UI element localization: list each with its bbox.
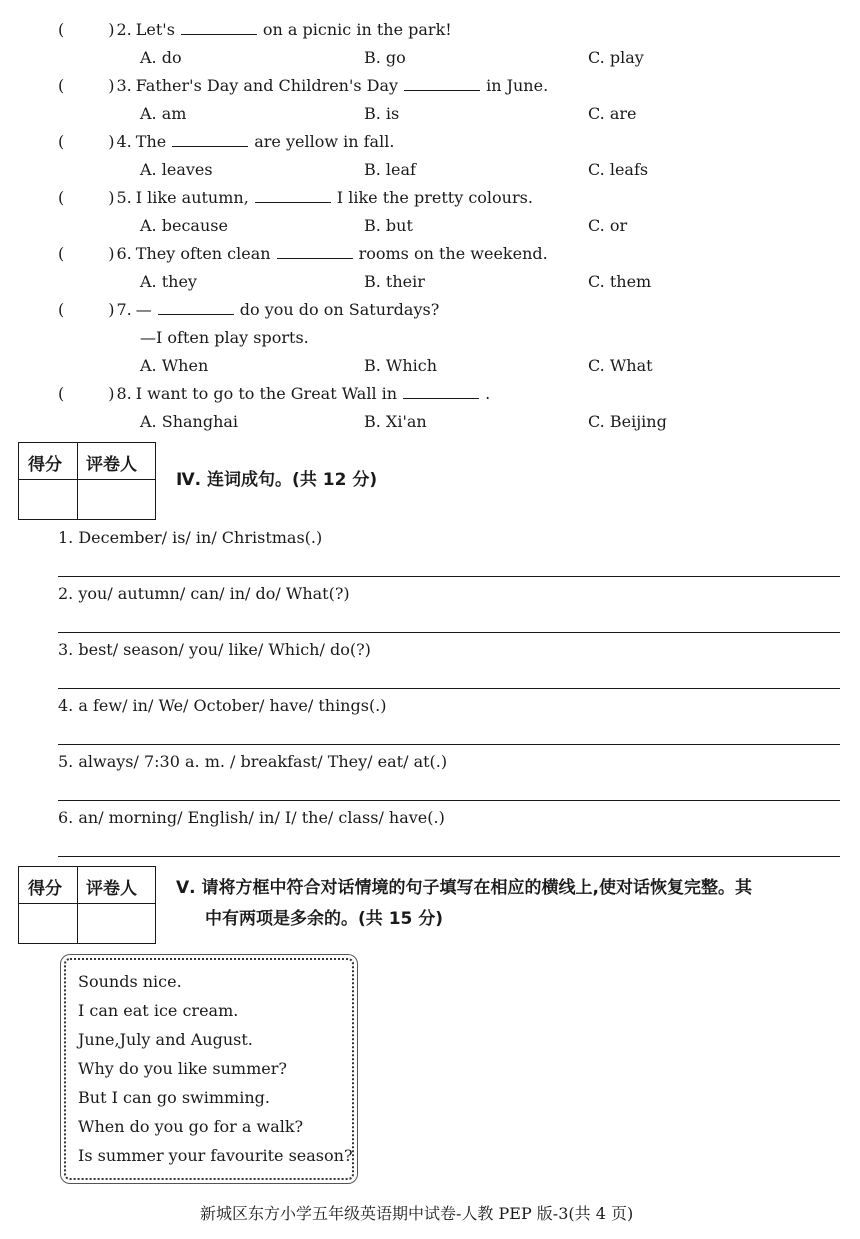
fill-blank[interactable] (403, 384, 479, 399)
answer-paren-close: ) (108, 132, 115, 151)
reorder-sentence-5: 5. always/ 7:30 a. m. / breakfast/ They/ eat/ at(.) (58, 752, 448, 771)
answer-paren-open: ( (58, 244, 65, 263)
option-a[interactable]: A. am (140, 104, 187, 123)
grader-label: 评卷人 (86, 455, 137, 475)
answer-line[interactable] (58, 688, 840, 689)
reorder-sentence-2: 2. you/ autumn/ can/ in/ do/ What(?) (58, 584, 350, 603)
section5-title-line1: Ⅴ. 请将方框中符合对话情境的句子填写在相应的横线上,使对话恢复完整。其 (176, 878, 752, 898)
question-number: 7. (116, 300, 132, 319)
fill-blank[interactable] (172, 132, 248, 147)
answer-paren-close: ) (108, 244, 115, 263)
question-post: in June. (486, 76, 549, 95)
option-b[interactable]: B. is (364, 104, 400, 123)
score-label: 得分 (28, 455, 62, 475)
answer-line[interactable] (58, 632, 840, 633)
answer-paren-open: ( (58, 188, 65, 207)
reorder-sentence-1: 1. December/ is/ in/ Christmas(.) (58, 528, 323, 547)
option-a[interactable]: A. do (140, 48, 182, 67)
answer-line[interactable] (58, 800, 840, 801)
question-7 (58, 300, 439, 320)
fill-blank[interactable] (158, 300, 234, 315)
score-box-section5 (18, 866, 156, 944)
question-pre: Father's Day and Children's Day (135, 76, 399, 95)
question-pre: Let's (135, 20, 175, 39)
option-b[interactable]: B. Which (364, 356, 438, 375)
question-answer-line: —I often play sports. (140, 328, 309, 347)
option-c[interactable]: C. or (588, 216, 628, 235)
fill-blank[interactable] (181, 20, 257, 35)
answer-paren-open: ( (58, 300, 65, 319)
score-label: 得分 (28, 879, 62, 899)
question-number: 5. (116, 188, 132, 207)
question-number: 8. (116, 384, 132, 403)
page-footer: 新城区东方小学五年级英语期中试卷-人教 PEP 版-3(共 4 页) (200, 1204, 634, 1223)
question-post: I like the pretty colours. (336, 188, 533, 207)
option-b[interactable]: B. Xi'an (364, 412, 427, 431)
option-b[interactable]: B. their (364, 272, 425, 291)
option-c[interactable]: C. are (588, 104, 637, 123)
answer-paren-close: ) (108, 76, 115, 95)
question-post: rooms on the weekend. (358, 244, 548, 263)
question-post: . (485, 384, 491, 403)
question-pre: I want to go to the Great Wall in (135, 384, 398, 403)
question-number: 3. (116, 76, 132, 95)
question-6 (58, 244, 548, 264)
option-a[interactable]: A. Shanghai (140, 412, 239, 431)
answer-paren-open: ( (58, 20, 65, 39)
question-number: 4. (116, 132, 132, 151)
option-a[interactable]: A. they (140, 272, 197, 291)
option-sentence: I can eat ice cream. (78, 1001, 239, 1020)
reorder-sentence-3: 3. best/ season/ you/ like/ Which/ do(?) (58, 640, 371, 659)
option-b[interactable]: B. but (364, 216, 413, 235)
question-pre: — (135, 300, 152, 319)
option-a[interactable]: A. leaves (140, 160, 213, 179)
option-sentence: June,July and August. (78, 1030, 253, 1049)
question-5 (58, 188, 533, 208)
option-c[interactable]: C. play (588, 48, 644, 67)
answer-paren-close: ) (108, 188, 115, 207)
answer-paren-close: ) (108, 20, 115, 39)
question-4 (58, 132, 394, 152)
answer-paren-open: ( (58, 76, 65, 95)
question-post: on a picnic in the park! (262, 20, 452, 39)
answer-paren-close: ) (108, 384, 115, 403)
option-a[interactable]: A. because (140, 216, 228, 235)
reorder-sentence-4: 4. a few/ in/ We/ October/ have/ things(.) (58, 696, 387, 715)
question-post: do you do on Saturdays? (239, 300, 440, 319)
question-8 (58, 384, 490, 404)
answer-line[interactable] (58, 576, 840, 577)
answer-paren-open: ( (58, 384, 65, 403)
grader-label: 评卷人 (86, 879, 137, 899)
question-post: are yellow in fall. (254, 132, 395, 151)
option-b[interactable]: B. go (364, 48, 406, 67)
fill-blank[interactable] (404, 76, 480, 91)
option-c[interactable]: C. them (588, 272, 652, 291)
fill-blank[interactable] (255, 188, 331, 203)
question-2 (58, 20, 452, 40)
option-sentence: When do you go for a walk? (78, 1117, 304, 1136)
question-3 (58, 76, 548, 96)
option-sentence: Sounds nice. (78, 972, 182, 991)
question-pre: I like autumn, (135, 188, 249, 207)
section5-title-line2: 中有两项是多余的。(共 15 分) (205, 909, 444, 929)
option-sentence: Is summer your favourite season? (78, 1146, 353, 1165)
question-pre: They often clean (135, 244, 271, 263)
fill-blank[interactable] (277, 244, 353, 259)
answer-line[interactable] (58, 856, 840, 857)
reorder-sentence-6: 6. an/ morning/ English/ in/ I/ the/ class/ have(.) (58, 808, 445, 827)
option-b[interactable]: B. leaf (364, 160, 416, 179)
answer-paren-close: ) (108, 300, 115, 319)
answer-paren-open: ( (58, 132, 65, 151)
answer-line[interactable] (58, 744, 840, 745)
question-number: 6. (116, 244, 132, 263)
option-sentence: Why do you like summer? (78, 1059, 287, 1078)
option-a[interactable]: A. When (140, 356, 209, 375)
option-c[interactable]: C. What (588, 356, 653, 375)
option-c[interactable]: C. Beijing (588, 412, 667, 431)
section4-title: Ⅳ. 连词成句。(共 12 分) (176, 470, 378, 490)
option-sentence: But I can go swimming. (78, 1088, 270, 1107)
question-pre: The (135, 132, 167, 151)
question-number: 2. (116, 20, 132, 39)
sentence-option-box (64, 958, 354, 1180)
score-box-section4 (18, 442, 156, 520)
option-c[interactable]: C. leafs (588, 160, 649, 179)
